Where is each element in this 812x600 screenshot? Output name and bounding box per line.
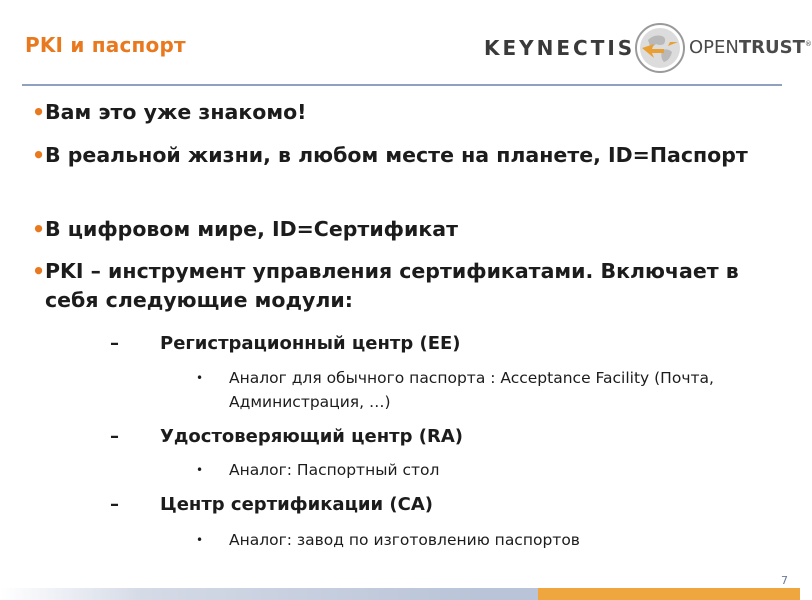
sub-bullet-marker: – bbox=[110, 426, 119, 447]
bullet-text: В цифровом мире, ID=Сертификат bbox=[45, 217, 459, 241]
slide-title: PKI и паспорт bbox=[25, 33, 186, 57]
detail-marker: • bbox=[196, 371, 204, 385]
bullet-item bbox=[32, 98, 752, 127]
keynectis-logo: KEYNECTIS bbox=[484, 36, 636, 60]
bullet-text: PKI – инструмент управления сертификатами. Включает в себя следующие модули: bbox=[45, 259, 739, 312]
detail-text: Аналог: Паспортный стол bbox=[229, 461, 440, 479]
bullet-text: Вам это уже знакомо! bbox=[45, 100, 307, 124]
globe-logo-icon bbox=[634, 22, 686, 74]
detail-item bbox=[196, 366, 776, 414]
detail-item bbox=[196, 528, 776, 552]
detail-text: Аналог для обычного паспорта : Acceptance Facility (Почта, Администрация, …) bbox=[229, 369, 714, 411]
detail-marker: • bbox=[196, 533, 204, 547]
bullet-marker: • bbox=[32, 217, 46, 241]
sub-bullet-text: Удостоверяющий центр (RA) bbox=[160, 426, 463, 447]
bullet-marker: • bbox=[32, 143, 46, 167]
title-divider bbox=[22, 84, 782, 86]
bullet-text: В реальной жизни, в любом месте на планете, ID=Паспорт bbox=[45, 143, 748, 167]
company-logos bbox=[484, 22, 812, 74]
bullet-item bbox=[32, 141, 752, 170]
sub-bullet-marker: – bbox=[110, 494, 119, 515]
sub-bullet-marker: – bbox=[110, 333, 119, 354]
bullet-item bbox=[32, 257, 752, 315]
detail-item bbox=[196, 458, 776, 482]
sub-bullet-text: Центр сертификации (CA) bbox=[160, 494, 433, 515]
detail-text: Аналог: завод по изготовлению паспортов bbox=[229, 531, 580, 549]
page-number: 7 bbox=[781, 574, 788, 587]
bullet-item bbox=[32, 215, 752, 244]
footer-accent-bar bbox=[538, 588, 800, 600]
opentrust-logo: OPENTRUST® bbox=[689, 37, 812, 58]
detail-marker: • bbox=[196, 463, 204, 477]
sub-bullet-text: Регистрационный центр (EE) bbox=[160, 333, 461, 354]
bullet-marker: • bbox=[32, 259, 46, 283]
bullet-marker: • bbox=[32, 100, 46, 124]
